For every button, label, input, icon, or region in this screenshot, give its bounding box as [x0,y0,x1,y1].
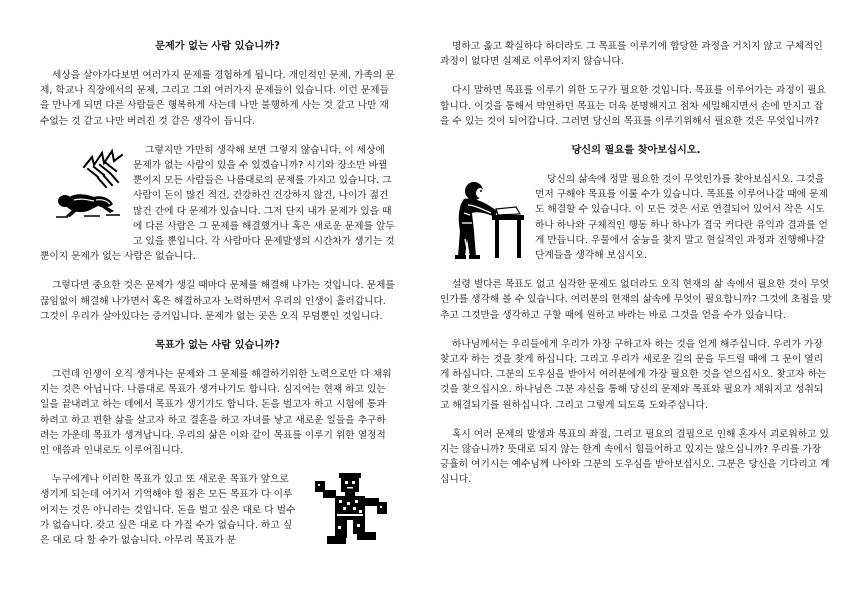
illustration-frame [40,143,128,247]
body-paragraph: 세상을 살아가다보면 여러가지 문제를 경험하게 됩니다. 개인적인 문제, 가족의 문제, 학교나 직장에서의 문제, 그리고 그외 여러가지 문제들이 있습니다. 이런 문제들을 만나게 되면 다른 사람들은 행복하게 사는데 나만 불행하게 사는 것 같고 나만 재수없는 것 같고 나만 버려진 것 같은 생각이 듭니다. [40,70,395,127]
body-paragraph: 당신의 삶속에 정말 필요한 것이 무엇인가를 찾아보십시오. 그것을 먼저 구해야 목표를 이룰 수가 있습니다. 목표를 이루어나갈 때에 문제도 해결할 수 있습니다. 이 모든 것은 서로 연결되어 있어서 작은 시도 하나 하나와 구체적인 행동 하나 하나가 결국 커다란 유익과 결과를 얻게 만듭니다. 우물에서 숭늉을 찾지 말고 현실적인 과정과 진행해나갈 단계들을 생각해 보십시오. [535,174,828,262]
body-paragraph: 혹시 여러 문제의 발생과 목표의 좌절, 그리고 필요의 결핍으로 인해 혼자서 괴로워하고 있지는 않습니까? 뜻대로 되지 않는 한계 속에서 힘들어하고 있지는 않으십니까? 우리를 가장 긍휼히 여기시는 예수님께 나아와 그분의 도우심을 받아보십시오. 그분은 당신을 기다리고 계십니다. [440,428,830,486]
body-paragraph: 누구에게나 이러한 목표가 있고 또 새로운 목표가 앞으로 생기게 되는데 여기서 기억해야 할 점은 모든 목표가 다 이루어지는 것은 아니라는 것입니다. 돈을 벌고 싶은 대로 다 벌수가 없습니다. 갖고 싶은 대로 다 가질 수가 없습니다. 하고 싶은 대로 다 할 수가 없습니다. 아무리 목표가 분 [40,474,296,547]
section-heading-needs: 당신의 필요를 찾아보십시오. [571,145,701,157]
man-leaning-on-desk-illustration [450,179,526,261]
body-paragraph: 설령 별다른 목표도 없고 심각한 문제도 없더라도 오직 현재의 삶 속에서 필요한 것이 무엇인가를 생각해 볼 수 있습니다. 여러분의 현재의 삶속에 무엇이 필요합니까? 그것에 초점을 맞추고 그것만을 생각하고 구할 때에 원하고 바라는 바로 그것을 얻을 수가 있습니다. [440,279,832,321]
pixel-figure-illustration [307,472,393,548]
body-paragraph: 하나님께서는 우리들에게 우리가 가장 구하고자 하는 것을 얻게 해주십니다. 우리가 가장 찾고자 하는 것을 찾게 하십니다. 그리고 우리가 새로운 길의 문을 두드릴 때에 그 문이 열리게 하십니다. 그분의 도우심을 받아서 여러분에게 가장 필요한 것을 얻으십시오. 찾고자 하는 것을 찾으십시오. 하나님은 그분 자신을 통해 당신의 문제와 목표와 필요가 채워지고 성취되고 해결되기를 원하십니다. 그리고 그렇게 되도록 도와주십니다. [440,338,827,411]
right-column [440,39,832,502]
body-paragraph: 다시 말하면 목표를 이루기 위한 도구가 필요한 것입니다. 목표를 이루어가는 과정이 필요합니다. 이것을 통해서 막연하던 목표는 더욱 분명해지고 점차 세밀해지면서 손에 만지고 잡을 수 있는 것이 되어갑니다. 그러면 당신의 목표를 이루기위해서 필요한 것은 무엇입니까? [440,85,826,127]
illustration-frame [303,472,395,552]
body-paragraph-continued: 명하고 옳고 확실하다 하더라도 그 목표를 이루기에 합당한 과정을 거치지 않고 구체적인 과정이 없다면 실제로 이루어지지 않습니다. [440,41,823,68]
section-heading-goals: 목표가 없는 사람 있습니까? [155,340,280,352]
left-column [40,39,395,562]
body-paragraph: 그렇다면 중요한 것은 문제가 생길 때마다 문제를 해결해 나가는 것입니다. 문제를 끊임없이 해결해 나가면서 혹은 해결하고자 노력하면서 우리의 인생이 흘러갑니다. 그것이 우리가 살아있다는 증거입니다. 문제가 없는 곳은 오직 무덤뿐인 것입니다. [40,280,395,322]
illustration-frame [440,172,528,276]
collapsed-person-illustration [54,147,126,219]
section-heading-problems: 문제가 없는 사람 있습니까? [155,41,280,52]
body-paragraph: 그렇지만 가만히 생각해 보면 그렇지 않습니다. 이 세상에 문제가 없는 사람이 있을 수 있겠습니까? 시기와 장소만 바뀔 뿐이지 모든 사람들은 나름대로의 문제를 가지고 있습니다. 그 사람이 돈이 많건 적건, 건강하건 건강하지 않건, 나이가 젊건 많건 간에 다 문제가 있습니다. 그저 단지 내가 문제가 있을 때에 다른 사람은 그 문제를 해결했거나 혹은 새로운 문제를 앞두고 있을 뿐입니다. 각 사람마다 문제발생의 시간차가 생기는 것 뿐이지 문제가 없는 사람은 없습니다. [40,144,395,263]
body-paragraph: 그런데 인생이 오직 생겨나는 문제와 그 문제를 해결하기위한 노력으로만 다 채워지는 것은 아닙니다. 나름대로 목표가 생겨나기도 합니다. 심지어는 현재 하고 있는 일을 끝내려고 하는 데에서 목표가 생기기도 합니다. 돈을 벌고자 하고 시험에 통과하려고 하고 편한 삶을 살고자 하고 결혼을 하고 자녀를 낳고 새로운 일들을 추구하려는 가운데 목표가 생겨납니다. 우리의 삶은 이와 같이 목표를 이루기 위한 열정적인 애씀과 인내로도 이루어집니다. [40,369,392,457]
